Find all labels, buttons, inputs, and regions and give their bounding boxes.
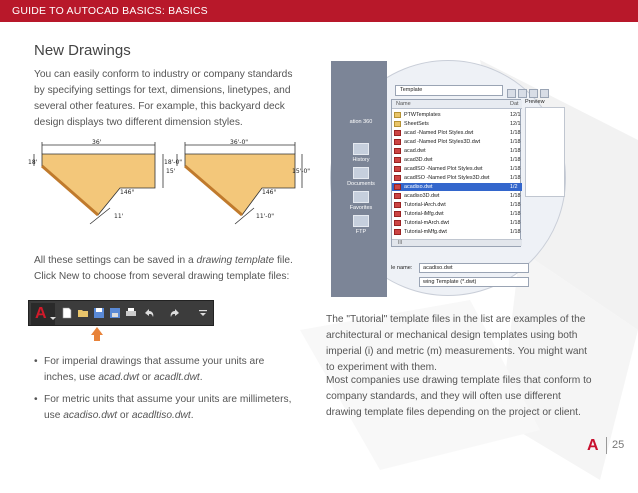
file-date: 1/18 [510,211,521,217]
bullet-imperial: • For imperial drawings that assume your units are inches, use acad.dwt or acadlt.dwt. [34,354,294,386]
company-standards-paragraph: Most companies use drawing template files that conform to company standards, and they will often use different drawing template files depending on the project or client. [326,375,592,418]
file-name: SheetSets [404,121,429,127]
file-name: Tutorial-mMfg.dwt [404,229,447,235]
file-date: 1/18 [510,202,521,208]
file-list-header [392,100,522,109]
column-name[interactable]: Name [396,101,411,107]
deck-left [34,142,163,224]
file-type-select[interactable]: wing Template (*.dwt) [419,277,529,287]
dwt-file-icon [394,193,401,199]
file-row[interactable] [392,174,522,182]
save-icon[interactable] [93,307,105,319]
plot-icon[interactable] [125,307,137,319]
dwt-file-icon [394,157,401,163]
back-icon[interactable] [507,89,516,98]
file-row[interactable] [392,120,522,128]
file-name: acad.dwt [404,148,426,154]
file-date: 1/18 [510,157,521,163]
file-name-label: le name: [391,265,413,271]
page-number: 25 [612,439,625,451]
horizontal-scrollbar[interactable]: III [392,239,522,246]
file-date: 1/18 [510,130,521,136]
file-name: acad3D.dwt [404,157,433,163]
documents-icon [353,167,369,179]
file-row[interactable] [392,147,522,155]
dwt-file-icon [394,211,401,217]
file-row[interactable] [392,138,522,146]
select-template-dialog [330,60,566,296]
save-as-icon[interactable] [109,307,121,319]
dim-left-right: 15' [166,168,176,175]
file-list[interactable] [391,99,521,247]
sidebar-item-ftp[interactable]: FTP [339,215,383,235]
file-name-input[interactable]: acadiso.dwt [419,263,529,273]
preview-label: Preview [525,99,545,105]
file-name: acadISO -Named Plot Styles.dwt [404,166,483,172]
file-name: acadiso.dwt [404,184,433,190]
file-date: 12/1 [510,112,521,118]
bullet-metric: • For metric units that assume your units are millimeters, use acadiso.dwt or acadltiso.dwt. [34,392,294,424]
tutorial-paragraph: The "Tutorial" template files in the list are examples of the architectural or mechanical design templates using both imperial (i) and metric (m) measurements. You might want to experiment with them. [326,314,588,373]
dwt-file-icon [394,166,401,172]
chevron-down-icon [50,317,56,320]
pointer-arrow-stem [94,334,100,341]
page-title: New Drawings [34,42,131,59]
autocad-logo-icon: A [35,305,47,322]
column-date[interactable]: Dat [510,101,519,107]
dwt-file-icon [394,184,401,190]
file-name: acad -Named Plot Styles3D.dwt [404,139,481,145]
file-name: acadiso3D.dwt [404,193,440,199]
template-paragraph: All these settings can be saved in a drawing template file. Click New to choose from several drawing template files: [34,255,293,282]
file-date: 1/2 [510,184,518,190]
folder-icon [394,112,401,118]
file-date: 1/18 [510,220,521,226]
sidebar-item-favorites[interactable]: Favorites [339,191,383,211]
dim-right-angle: 146° [262,189,277,196]
quick-access-toolbar [28,300,214,326]
deck-right-shape [185,154,295,215]
drawing-template-term: drawing template [196,255,275,266]
customize-toolbar-icon[interactable] [197,307,209,319]
file-date: 1/18 [510,193,521,199]
dim-left-angle: 146° [120,189,135,196]
deck-dimension-drawings [30,140,315,230]
dim-left-left: 18' [28,159,38,166]
file-name: Tutorial-iMfg.dwt [404,211,444,217]
intro-paragraph: You can easily conform to industry or company standards by specifying settings for text, dimensions, linetypes, and several other features. For example, this backyard deck design displays two different dimension styles. [34,69,293,128]
sidebar-item-history[interactable]: History [339,143,383,163]
file-row[interactable] [392,183,522,191]
dwt-file-icon [394,202,401,208]
new-folder-icon[interactable] [540,89,549,98]
file-date: 1/18 [510,139,521,145]
file-row[interactable] [392,192,522,200]
dim-right-left: 18'-0" [164,159,183,166]
header-title: GUIDE TO AUTOCAD BASICS: BASICS [12,5,208,17]
sidebar-item-documents[interactable]: Documents [339,167,383,187]
header-bar [0,0,638,22]
application-menu-button[interactable] [31,303,55,325]
file-row[interactable] [392,111,522,119]
open-folder-icon[interactable] [77,307,89,319]
look-in-dropdown[interactable]: Template [395,85,503,96]
autodesk-logo-icon: A [587,437,599,454]
dwt-file-icon [394,175,401,181]
new-file-icon[interactable] [61,307,73,319]
folder-icon [394,121,401,127]
file-row[interactable] [392,129,522,137]
file-row[interactable] [392,156,522,164]
dialog-toolbar [507,85,557,96]
sidebar-item-a360[interactable]: ation 360 [349,119,373,125]
dwt-file-icon [394,148,401,154]
redo-icon[interactable] [169,307,181,319]
file-row[interactable] [392,201,522,209]
dim-left-bottom: 11' [114,213,124,220]
file-row[interactable] [392,228,522,236]
deck-left-shape [42,154,155,215]
dwt-file-icon [394,229,401,235]
file-name: Tutorial-mArch.dwt [404,220,450,226]
undo-icon[interactable] [143,307,155,319]
footer-separator [606,437,607,454]
preview-pane [525,107,565,197]
dim-left-top: 36' [92,139,102,146]
file-date: 1/18 [510,229,521,235]
file-name: acadISO -Named Plot Styles3D.dwt [404,175,490,181]
file-name: PTWTemplates [404,112,441,118]
file-row[interactable] [392,210,522,218]
file-row[interactable] [392,165,522,173]
up-folder-icon[interactable] [518,89,527,98]
history-icon [353,143,369,155]
dim-right-right: 15'-0" [292,168,311,175]
ftp-icon [353,215,369,227]
dim-right-bottom: 11'-0" [256,213,275,220]
file-name: acad -Named Plot Styles.dwt [404,130,474,136]
places-sidebar [331,61,387,297]
favorites-icon [353,191,369,203]
dwt-file-icon [394,130,401,136]
file-date: 1/18 [510,175,521,181]
file-date: 1/18 [510,166,521,172]
delete-icon[interactable] [529,89,538,98]
dim-right-top: 36'-0" [230,139,249,146]
file-date: 1/18 [510,148,521,154]
file-row[interactable] [392,219,522,227]
dwt-file-icon [394,139,401,145]
dwt-file-icon [394,220,401,226]
deck-right [177,142,302,224]
file-date: 12/1 [510,121,521,127]
file-name: Tutorial-iArch.dwt [404,202,446,208]
